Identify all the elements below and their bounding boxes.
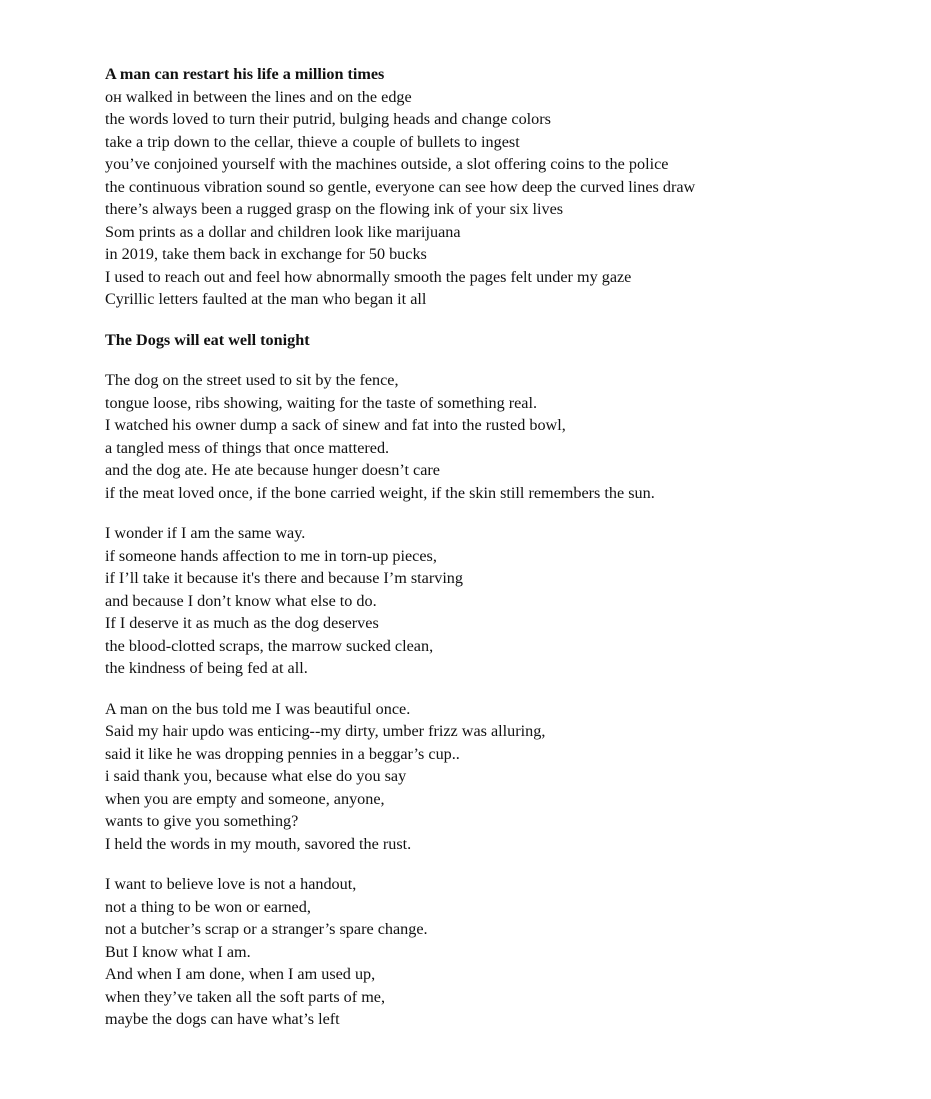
- poem-line: when they’ve taken all the soft parts of me,: [105, 987, 386, 1006]
- poem-line: if the meat loved once, if the bone carried weight, if the skin still remembers the sun.: [105, 483, 655, 502]
- poem-line: and because I don’t know what else to do.: [105, 591, 377, 610]
- poem-line: the kindness of being fed at all.: [105, 659, 308, 677]
- poem-line: take a trip down to the cellar, thieve a couple of bullets to ingest: [105, 132, 520, 151]
- poem-line: you’ve conjoined yourself with the machines outside, a slot offering coins to the police: [105, 155, 669, 173]
- poem-line: And when I am done, when I am used up,: [105, 965, 376, 983]
- poem-line: I used to reach out and feel how abnormally smooth the pages felt under my gaze: [105, 267, 632, 286]
- poem-line: он walked in between the lines and on the edge: [105, 87, 412, 106]
- poem-line: if someone hands affection to me in torn-up pieces,: [105, 546, 437, 565]
- poem-line: Som prints as a dollar and children look like marijuana: [105, 222, 461, 241]
- stanza: [105, 369, 905, 504]
- poem-line: maybe the dogs can have what’s left: [105, 1010, 340, 1028]
- poem-line: in 2019, take them back in exchange for 50 bucks: [105, 245, 427, 263]
- poem-line: the continuous vibration sound so gentle, everyone can see how deep the curved lines draw: [105, 177, 696, 196]
- poem-line: I wonder if I am the same way.: [105, 524, 306, 542]
- poem-line: I held the words in my mouth, savored the rust.: [105, 834, 412, 853]
- poem-line: if I’ll take it because it's there and because I’m starving: [105, 569, 463, 587]
- poem-line: a tangled mess of things that once mattered.: [105, 438, 390, 457]
- poem-line: Cyrillic letters faulted at the man who began it all: [105, 290, 427, 308]
- poem-line: the blood-clotted scraps, the marrow sucked clean,: [105, 636, 434, 655]
- poem-line: said it like he was dropping pennies in a beggar’s cup..: [105, 744, 460, 763]
- poem-line: and the dog ate. He ate because hunger doesn’t care: [105, 461, 440, 479]
- poem-line: there’s always been a rugged grasp on the flowing ink of your six lives: [105, 200, 564, 218]
- poem-line: If I deserve it as much as the dog deserves: [105, 614, 379, 632]
- stanza-spacer: [105, 855, 905, 873]
- poem-title: The Dogs will eat well tonight: [105, 330, 310, 349]
- poem-line: i said thank you, because what else do you say: [105, 767, 407, 785]
- stanza: [105, 698, 905, 856]
- poem-line: not a butcher’s scrap or a stranger’s spare change.: [105, 920, 428, 938]
- poem-line: wants to give you something?: [105, 812, 299, 830]
- poem-body: [105, 86, 905, 311]
- stanza-spacer: [105, 680, 905, 698]
- stanza-spacer: [105, 504, 905, 522]
- poem-line: The dog on the street used to sit by the fence,: [105, 371, 399, 389]
- stanza: [105, 522, 905, 680]
- poem-line: But I know what I am.: [105, 942, 251, 961]
- stanza: [105, 873, 905, 1031]
- poem-line: I watched his owner dump a sack of sinew and fat into the rusted bowl,: [105, 416, 566, 434]
- poem-line: when you are empty and someone, anyone,: [105, 789, 385, 808]
- poem-line: A man on the bus told me I was beautiful once.: [105, 699, 411, 718]
- poem-line: not a thing to be won or earned,: [105, 897, 311, 916]
- poem-line: I want to believe love is not a handout,: [105, 875, 357, 893]
- document-body: [105, 63, 905, 1031]
- section-spacer: [105, 311, 905, 329]
- poem-line: tongue loose, ribs showing, waiting for the taste of something real.: [105, 393, 538, 412]
- poem-line: the words loved to turn their putrid, bulging heads and change colors: [105, 110, 551, 128]
- poem-title: A man can restart his life a million times: [105, 65, 385, 83]
- section-spacer: [105, 351, 905, 369]
- poem-line: Said my hair updo was enticing--my dirty, umber frizz was alluring,: [105, 722, 546, 740]
